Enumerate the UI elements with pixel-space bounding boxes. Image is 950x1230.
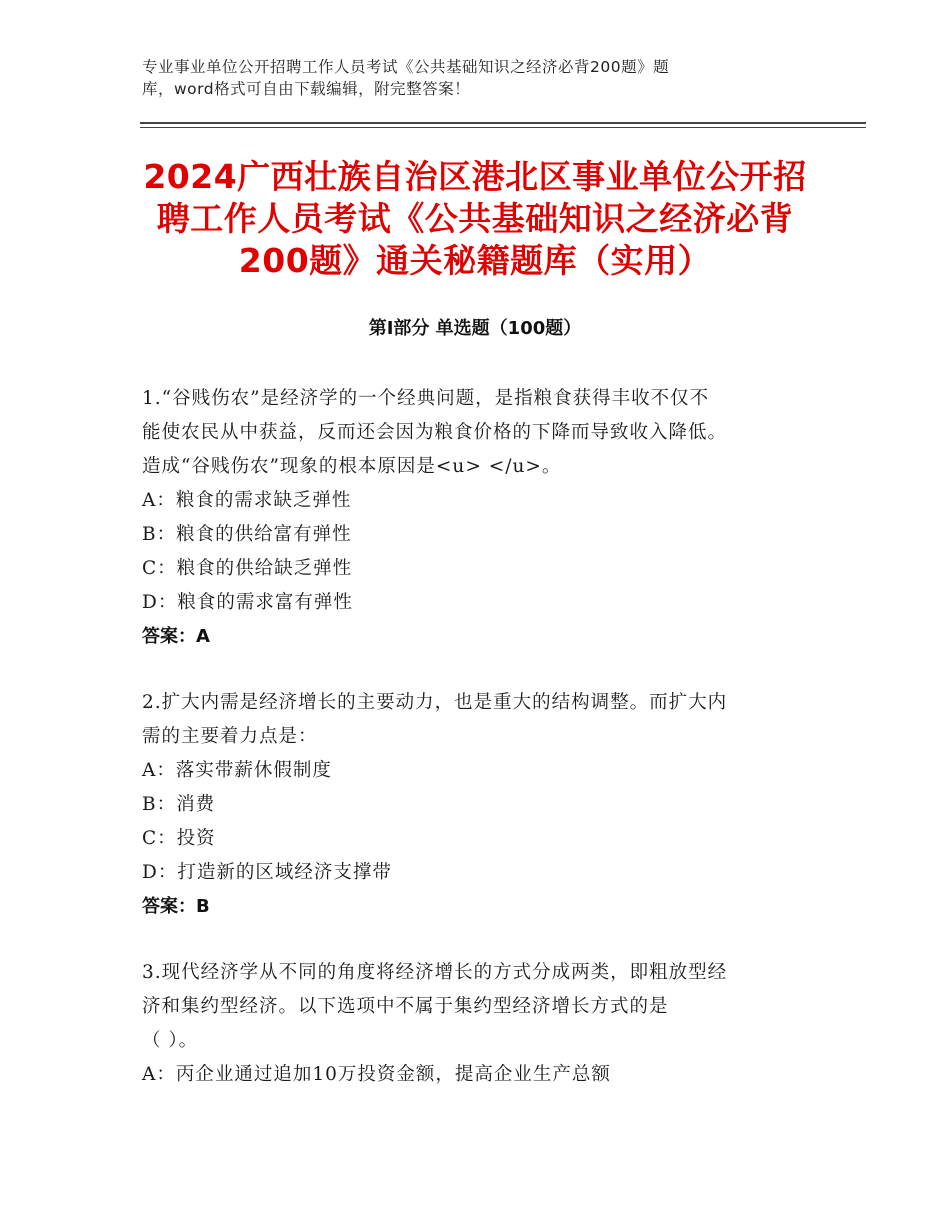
question-stem	[142, 382, 810, 484]
document-title	[130, 156, 820, 282]
question-stem	[142, 956, 810, 1058]
stem-line: 1.“谷贱伤农”是经济学的一个经典问题，是指粮食获得丰收不仅不	[142, 388, 710, 409]
question-stem	[142, 686, 810, 754]
option-b: B：粮食的供给富有弹性	[142, 524, 352, 545]
header-note-line: 专业事业单位公开招聘工作人员考试《公共基础知识之经济必背200题》题	[142, 58, 670, 76]
stem-line: 能使农民从中获益，反而还会因为粮食价格的下降而导致收入降低。	[142, 422, 728, 443]
option-d: D：打造新的区域经济支撑带	[142, 862, 392, 883]
header-divider-thick	[140, 122, 866, 124]
option-a: A：落实带薪休假制度	[142, 760, 332, 781]
header-note	[142, 56, 802, 100]
stem-line: 3.现代经济学从不同的角度将经济增长的方式分成两类，即粗放型经	[142, 962, 728, 983]
stem-line: 需的主要着力点是：	[142, 726, 318, 747]
section-heading: 第Ⅰ部分 单选题（100题）	[368, 318, 582, 339]
answer-label: 答案：B	[142, 896, 210, 917]
header-note-line: 库，word格式可自由下载编辑，附完整答案！	[142, 80, 471, 98]
question-item	[142, 382, 810, 654]
question-list	[142, 382, 810, 1124]
question-item	[142, 686, 810, 924]
title-line: 200题》通关秘籍题库（实用）	[238, 241, 712, 280]
question-item	[142, 956, 810, 1092]
stem-line: 2.扩大内需是经济增长的主要动力，也是重大的结构调整。而扩大内	[142, 692, 728, 713]
option-c: C：投资	[142, 828, 216, 849]
title-line: 2024广西壮族自治区港北区事业单位公开招	[143, 157, 807, 196]
option-d: D：粮食的需求富有弹性	[142, 592, 353, 613]
option-c: C：粮食的供给缺乏弹性	[142, 558, 353, 579]
option-a: A：粮食的需求缺乏弹性	[142, 490, 352, 511]
stem-line: 济和集约型经济。以下选项中不属于集约型经济增长方式的是	[142, 996, 669, 1017]
option-b: B：消费	[142, 794, 216, 815]
answer-label: 答案：A	[142, 626, 210, 647]
title-line: 聘工作人员考试《公共基础知识之经济必背	[156, 199, 794, 238]
option-a: A：丙企业通过追加10万投资金额，提高企业生产总额	[142, 1064, 611, 1085]
stem-line: （ ）。	[142, 1030, 199, 1051]
header-divider-thin	[140, 127, 866, 128]
stem-line: 造成“谷贱伤农”现象的根本原因是<u> </u>。	[142, 456, 562, 477]
